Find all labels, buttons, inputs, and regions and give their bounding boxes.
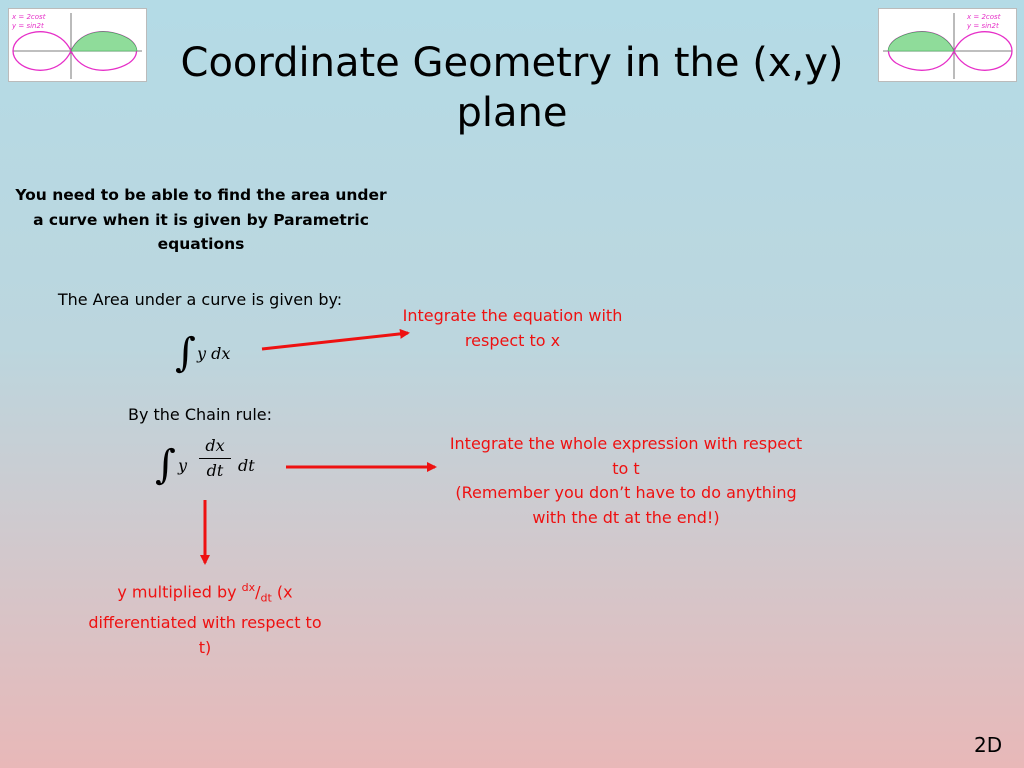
formula-dt: dt: [238, 456, 255, 475]
note-integrate-t-line1: Integrate the whole expression with respect to t: [449, 434, 803, 478]
note-integrate-x: Integrate the equation with respect to x: [402, 306, 623, 350]
figure-eight-graph: [879, 9, 1016, 81]
integral-sign: ∫: [175, 330, 196, 376]
slide-title: Coordinate Geometry in the (x,y) plane: [180, 40, 844, 136]
fraction-dx-dt: [199, 436, 231, 480]
arrow-to-y-dx: [262, 333, 408, 349]
formula-y: y: [178, 456, 188, 475]
fraction-denominator: dt: [206, 461, 224, 480]
note3-slash: /: [255, 582, 261, 602]
figure-eight-graph: [9, 9, 146, 81]
thumb-eq1: x = 2cost: [12, 13, 46, 21]
note3-sup: dx: [241, 581, 256, 594]
note3-pre: y multiplied by: [117, 582, 242, 602]
fraction-numerator: dx: [205, 436, 225, 455]
curve-thumbnail-right: [878, 8, 1017, 82]
integral-sign: ∫: [155, 442, 176, 488]
slide-number: 2D: [974, 733, 1003, 757]
note-y-multiplied: [80, 576, 330, 660]
thumb-eq2: y = sin2t: [12, 22, 44, 30]
intro-text: You need to be able to find the area under a curve when it is given by Parametric equations: [15, 186, 387, 253]
chain-rule-label: By the Chain rule:: [127, 405, 273, 424]
note3-post: (x differentiated with respect to t): [88, 582, 322, 657]
curve-thumbnail-left: [8, 8, 147, 82]
formula-y-dx: y dx: [197, 344, 231, 363]
note3-sub: dt: [260, 591, 272, 605]
fraction-bar: [199, 458, 231, 459]
thumb-eq2: y = sin2t: [967, 22, 999, 30]
note-integrate-t-line2: (Remember you don’t have to do anything with the dt at the end!): [455, 483, 797, 527]
area-label: The Area under a curve is given by:: [57, 290, 343, 309]
thumb-eq1: x = 2cost: [967, 13, 1001, 21]
note-integrate-t: [440, 432, 812, 530]
